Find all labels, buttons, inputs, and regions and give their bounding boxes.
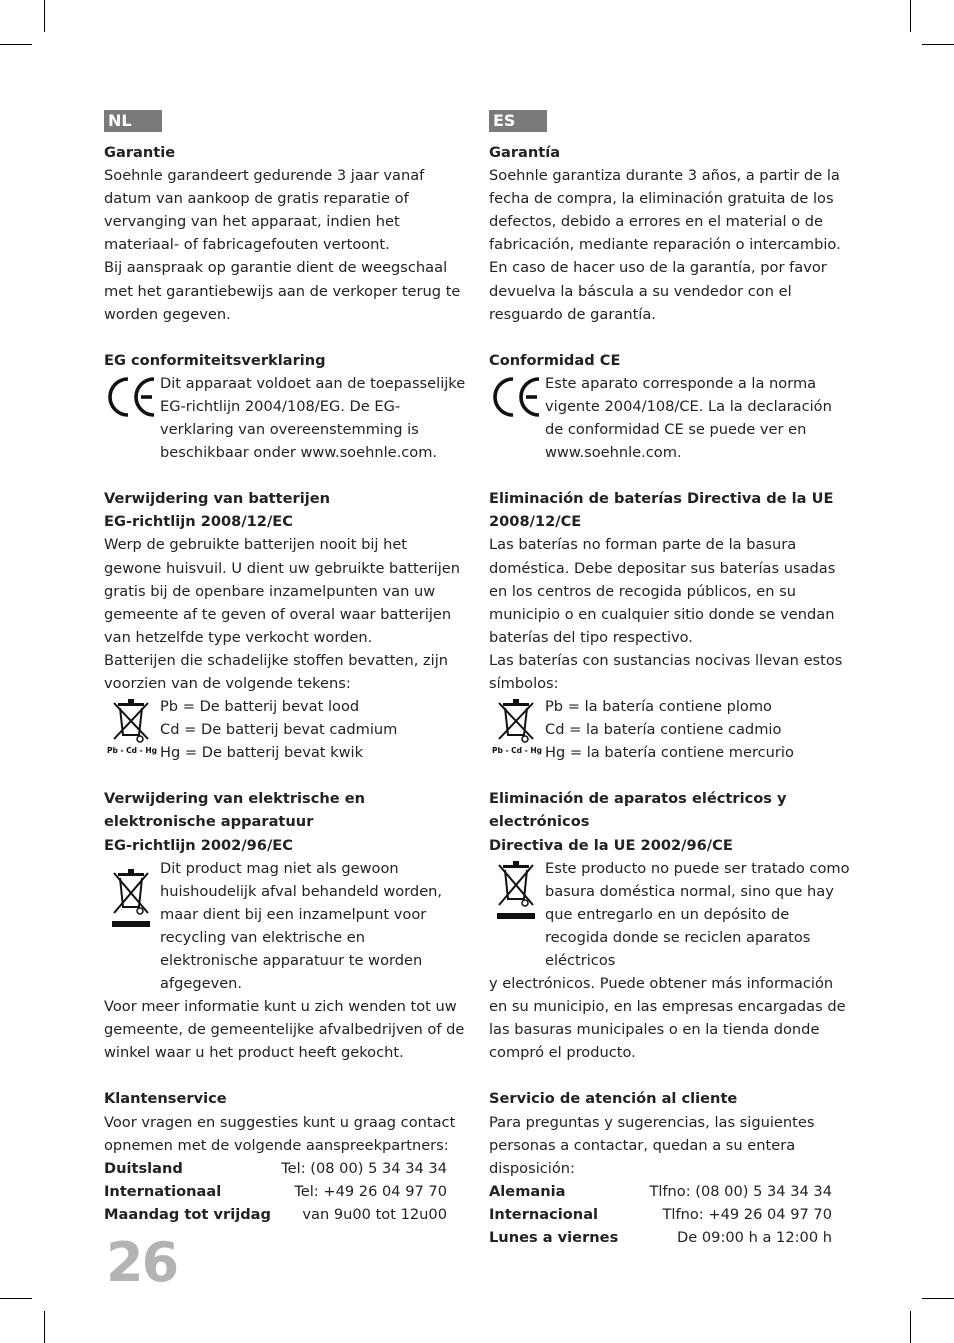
- battery-icon-label: Pb - Cd - Hg: [106, 746, 158, 756]
- conformity-text: Este aparato corresponde a la norma vigente 2004/108/CE. La la declaración de conformidad CE se puede ver en www.soehnle.com.: [545, 374, 832, 462]
- contact-value: Tel: (08 00) 5 34 34 34: [281, 1159, 447, 1177]
- paragraph: Werp de gebruikte batterijen nooit bij het gewone huisvuil. U dient uw gebruikte batterijen gratis bij de openbare inzamelpunten van uw gemeente af te geven of overal waar batterijen van hetzelfde type verkocht worden.: [104, 536, 461, 646]
- symbol-cd: Cd = la batería contiene cadmio: [545, 721, 782, 739]
- contact-label: Maandag tot vrijdag: [104, 1205, 271, 1223]
- contact-label: Internacional: [489, 1205, 599, 1223]
- crop-mark: [910, 0, 911, 32]
- page-number: 26: [106, 1231, 178, 1294]
- symbol-hg: Hg = la batería contiene mercurio: [545, 744, 794, 762]
- paragraph: Las baterías con sustancias nocivas llevan estos símbolos:: [489, 651, 843, 692]
- section-title: Conformidad CE: [489, 351, 621, 369]
- section-customer-service: [489, 1087, 851, 1249]
- section-title: Eliminación de baterías Directiva de la UE 2008/12/CE: [489, 490, 834, 531]
- section-title: Garantía: [489, 144, 561, 161]
- column-nl: [104, 110, 466, 1249]
- paragraph: En caso de hacer uso de la garantía, por favor devuelva la báscula a su vendedor con el resguardo de garantía.: [489, 259, 827, 323]
- section-subtitle: Directiva de la UE 2002/96/CE: [489, 836, 733, 854]
- contact-value: Tel: +49 26 04 97 70: [294, 1182, 447, 1200]
- paragraph: Soehnle garantiza durante 3 años, a partir de la fecha de compra, la eliminación gratuita de los defectos, debido a errores en el material o de fabricación, mediante reparación o intercambio.: [489, 167, 841, 254]
- contact-row: [489, 1180, 832, 1203]
- section-title: Garantie: [104, 144, 176, 161]
- contact-table: [104, 1157, 447, 1226]
- symbol-cd: Cd = De batterij bevat cadmium: [160, 721, 398, 739]
- section-title: Eliminación de aparatos eléctricos y electrónicos: [489, 790, 787, 831]
- crop-mark: [910, 1311, 911, 1343]
- conformity-text: Dit apparaat voldoet aan de toepasselijke EG-richtlijn 2004/108/EG. De EG-verklaring van overeenstemming is beschikbaar onder www.soehnle.com.: [160, 374, 466, 462]
- symbol-pb: Pb = la batería contiene plomo: [545, 698, 772, 716]
- section-title: Klantenservice: [104, 1090, 227, 1108]
- crossed-bin-battery-icon: [104, 695, 160, 761]
- crop-mark: [44, 1311, 45, 1343]
- section-title: Servicio de atención al cliente: [489, 1090, 738, 1108]
- section-battery-disposal: [489, 487, 851, 764]
- contact-row: [489, 1226, 832, 1249]
- weee-text-wrapped: Este producto no puede ser tratado como basura doméstica normal, sino que hay que entregarlo en un depósito de recogida donde se reciclen aparatos eléctricos: [545, 859, 850, 969]
- section-customer-service: [104, 1087, 466, 1226]
- contact-label: Internationaal: [104, 1182, 222, 1200]
- crop-mark: [922, 1298, 954, 1299]
- weee-text-wrapped: Dit product mag niet als gewoon huishoudelijk afval behandeld worden, maar dient bij een inzamelpunt voor recycling van elektrische en elektronische apparatuur te worden afgegeven.: [160, 859, 443, 993]
- section-conformity: [104, 349, 466, 464]
- contact-value: van 9u00 tot 12u00: [302, 1205, 447, 1223]
- section-subtitle: EG-richtlijn 2008/12/EC: [104, 513, 293, 531]
- symbol-hg: Hg = De batterij bevat kwik: [160, 744, 364, 762]
- language-badge: ES: [489, 110, 547, 132]
- paragraph: Batterijen die schadelijke stoffen bevatten, zijn voorzien van de volgende tekens:: [104, 651, 449, 692]
- contact-label: Alemania: [489, 1182, 566, 1200]
- language-badge: NL: [104, 110, 162, 132]
- crossed-bin-weee-icon: [104, 863, 160, 933]
- section-subtitle: EG-richtlijn 2002/96/EC: [104, 836, 293, 854]
- section-weee: [104, 787, 466, 1064]
- crop-mark: [0, 1298, 32, 1299]
- contact-label: Lunes a viernes: [489, 1229, 619, 1247]
- section-warranty: [104, 141, 466, 326]
- section-conformity: [489, 349, 851, 464]
- ce-mark-icon: [104, 374, 160, 420]
- crop-mark: [44, 0, 45, 32]
- crossed-bin-weee-icon: [489, 855, 545, 925]
- weee-text-rest: y electrónicos. Puede obtener más información en su municipio, en las empresas encargadas de las basuras municipales o en la tienda donde compró el producto.: [489, 975, 846, 1062]
- contact-row: [104, 1180, 447, 1203]
- section-weee: [489, 787, 851, 1064]
- contact-value: Tlfno: +49 26 04 97 70: [662, 1205, 832, 1223]
- section-title: Verwijdering van elektrische en elektronische apparatuur: [104, 790, 366, 831]
- contact-row: [104, 1203, 447, 1226]
- paragraph: Bij aanspraak op garantie dient de weegschaal met het garantiebewijs aan de verkoper terug te worden gegeven.: [104, 259, 461, 323]
- contact-table: [489, 1180, 832, 1249]
- contact-label: Duitsland: [104, 1159, 183, 1177]
- crossed-bin-battery-icon: [489, 695, 545, 761]
- section-battery-disposal: [104, 487, 466, 764]
- contact-row: [104, 1157, 447, 1180]
- contact-value: De 09:00 h a 12:00 h: [677, 1229, 832, 1247]
- contact-value: Tlfno: (08 00) 5 34 34 34: [649, 1182, 832, 1200]
- weee-text-rest: Voor meer informatie kunt u zich wenden tot uw gemeente, de gemeentelijke afvalbedrijven of de winkel waar u het product heeft gekocht.: [104, 998, 465, 1062]
- section-title: EG conformiteitsverklaring: [104, 351, 326, 369]
- paragraph: Para preguntas y sugerencias, las siguientes personas a contactar, quedan a su entera disposición:: [489, 1113, 815, 1177]
- paragraph: Voor vragen en suggesties kunt u graag contact opnemen met de volgende aanspreekpartners:: [104, 1113, 456, 1154]
- battery-icon-label: Pb - Cd - Hg: [491, 746, 543, 756]
- section-warranty: [489, 141, 851, 326]
- paragraph: Soehnle garandeert gedurende 3 jaar vanaf datum van aankoop de gratis reparatie of vervanging van het apparaat, indien het materiaal- of fabricagefouten vertoont.: [104, 167, 425, 254]
- ce-mark-icon: [489, 374, 545, 420]
- crop-mark: [922, 44, 954, 45]
- column-es: [489, 110, 851, 1272]
- crop-mark: [0, 44, 32, 45]
- symbol-pb: Pb = De batterij bevat lood: [160, 698, 360, 716]
- paragraph: Las baterías no forman parte de la basura doméstica. Debe depositar sus baterías usadas en los centros de recogida públicos, en su municipio o en cualquier sitio donde se vendan baterías del tipo respectivo.: [489, 536, 836, 646]
- contact-row: [489, 1203, 832, 1226]
- section-title: Verwijdering van batterijen: [104, 490, 331, 508]
